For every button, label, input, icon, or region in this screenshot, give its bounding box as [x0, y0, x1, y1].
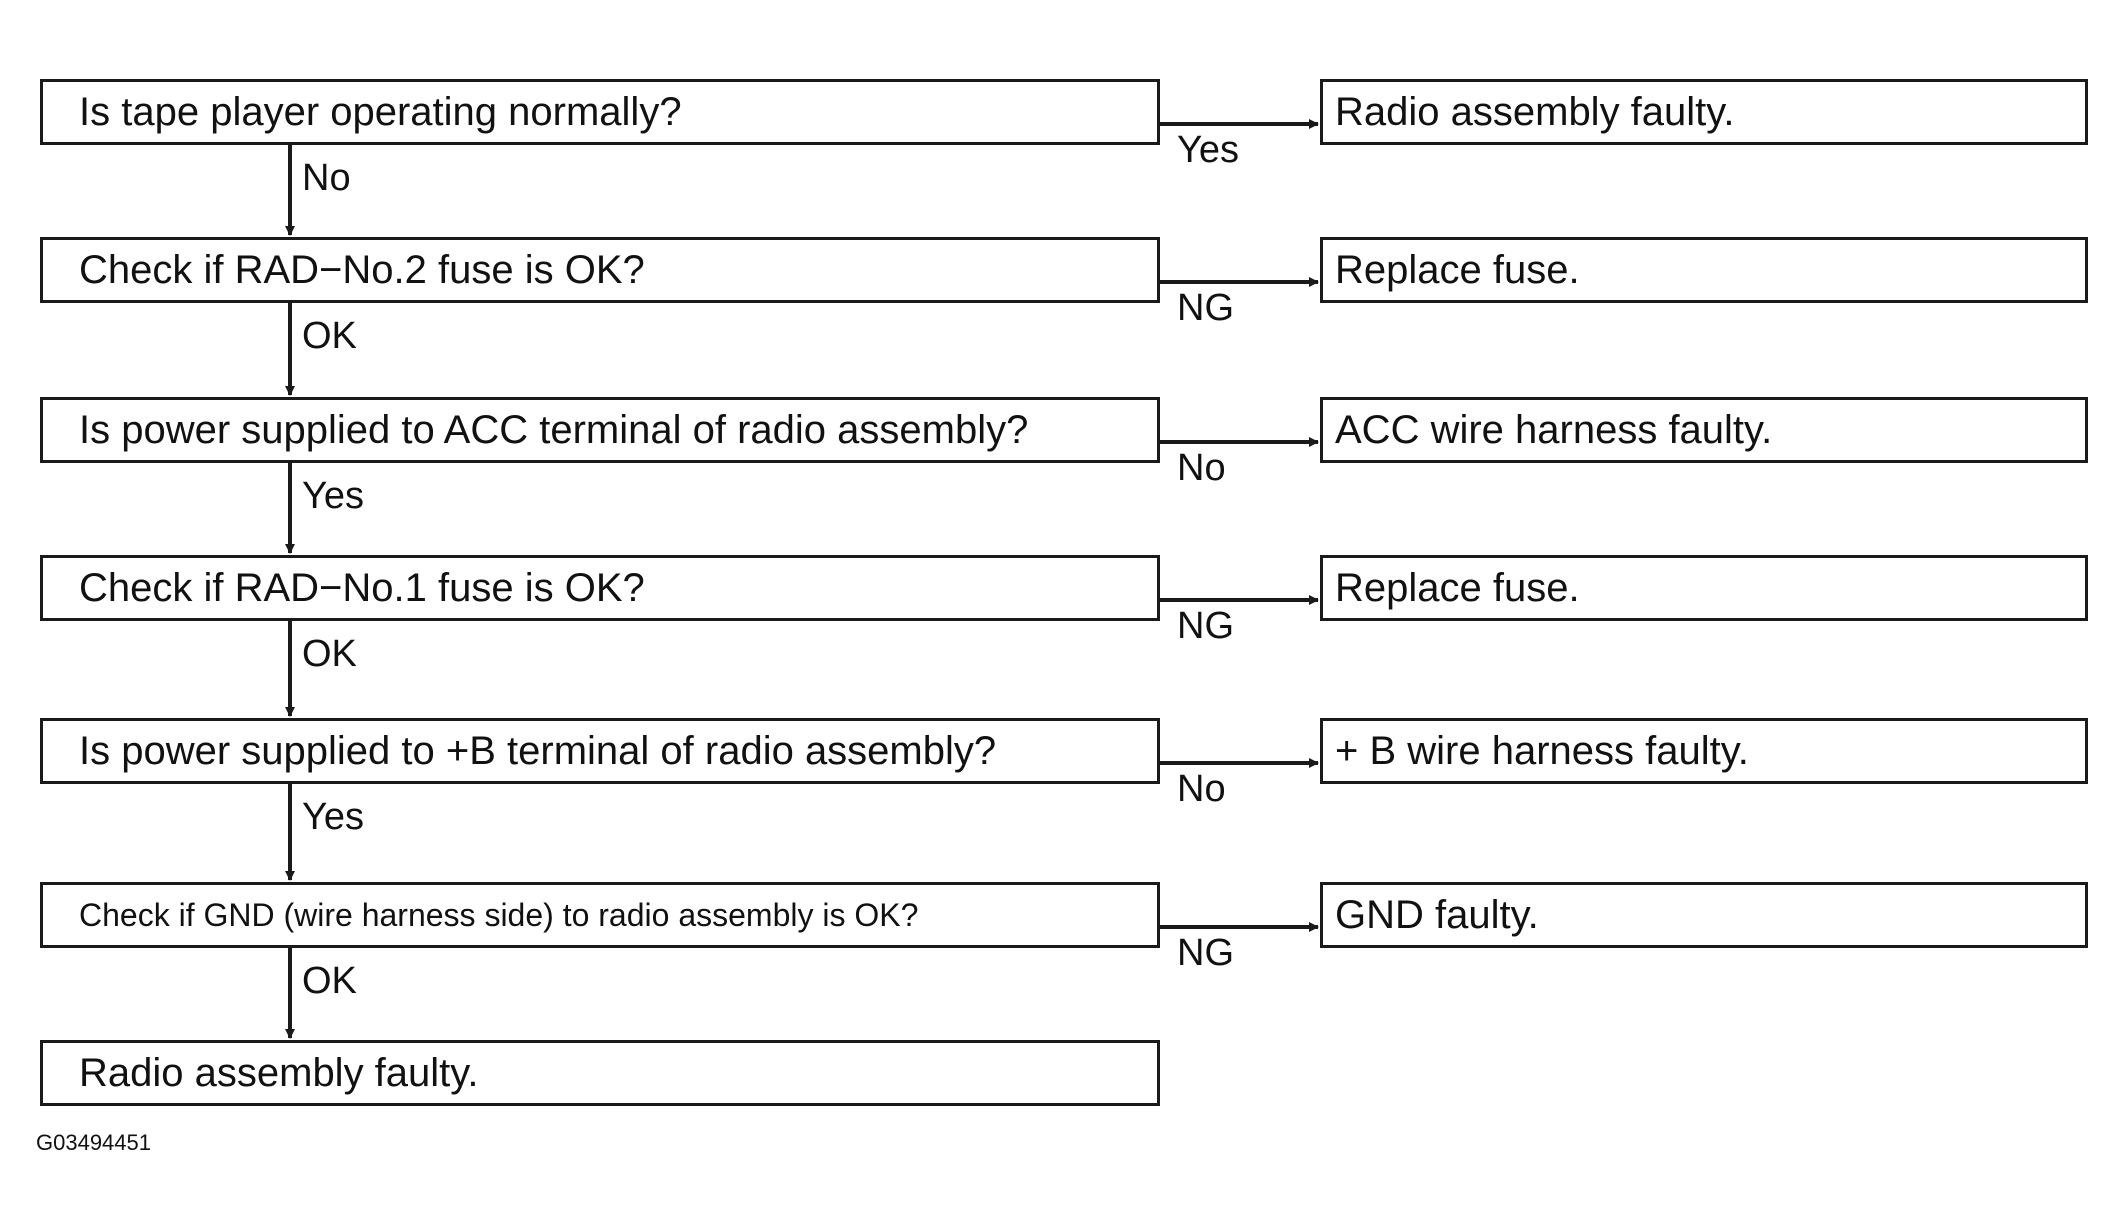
result-box-3-text: ACC wire harness faulty.	[1335, 408, 1773, 452]
result-box-6	[1320, 882, 2088, 948]
down-label-1: No	[302, 157, 351, 199]
question-box-1	[40, 79, 1160, 145]
down-label-3: Yes	[302, 475, 364, 517]
question-box-2	[40, 237, 1160, 303]
question-box-5	[40, 718, 1160, 784]
figure-code: G03494451	[36, 1130, 151, 1155]
result-box-1-text: Radio assembly faulty.	[1335, 90, 1735, 134]
question-box-4	[40, 555, 1160, 621]
question-box-3-text: Is power supplied to ACC terminal of radio assembly?	[79, 407, 1029, 452]
result-box-6-text: GND faulty.	[1335, 893, 1539, 937]
question-box-3	[40, 397, 1160, 463]
result-box-5-text: + B wire harness faulty.	[1335, 729, 1749, 773]
result-box-1	[1320, 79, 2088, 145]
final-result-box-text: Radio assembly faulty.	[79, 1050, 479, 1095]
side-label-4: NG	[1177, 605, 1234, 647]
result-box-3	[1320, 397, 2088, 463]
question-box-1-text: Is tape player operating normally?	[79, 89, 682, 134]
side-label-5: No	[1177, 768, 1226, 810]
question-box-4-text: Check if RAD−No.1 fuse is OK?	[79, 565, 645, 610]
result-box-2-text: Replace fuse.	[1335, 248, 1580, 292]
question-box-2-text: Check if RAD−No.2 fuse is OK?	[79, 247, 645, 292]
down-label-4: OK	[302, 633, 357, 675]
result-box-4	[1320, 555, 2088, 621]
question-box-5-text: Is power supplied to +B terminal of radio assembly?	[79, 728, 997, 773]
down-label-2: OK	[302, 315, 357, 357]
question-box-6	[40, 882, 1160, 948]
side-label-3: No	[1177, 447, 1226, 489]
side-label-2: NG	[1177, 287, 1234, 329]
final-result-box	[40, 1040, 1160, 1106]
result-box-2	[1320, 237, 2088, 303]
result-box-4-text: Replace fuse.	[1335, 566, 1580, 610]
side-label-1: Yes	[1177, 129, 1239, 171]
down-label-6: OK	[302, 960, 357, 1002]
question-box-6-text: Check if GND (wire harness side) to radio assembly is OK?	[79, 896, 919, 933]
result-box-5	[1320, 718, 2088, 784]
down-label-5: Yes	[302, 796, 364, 838]
side-label-6: NG	[1177, 932, 1234, 974]
